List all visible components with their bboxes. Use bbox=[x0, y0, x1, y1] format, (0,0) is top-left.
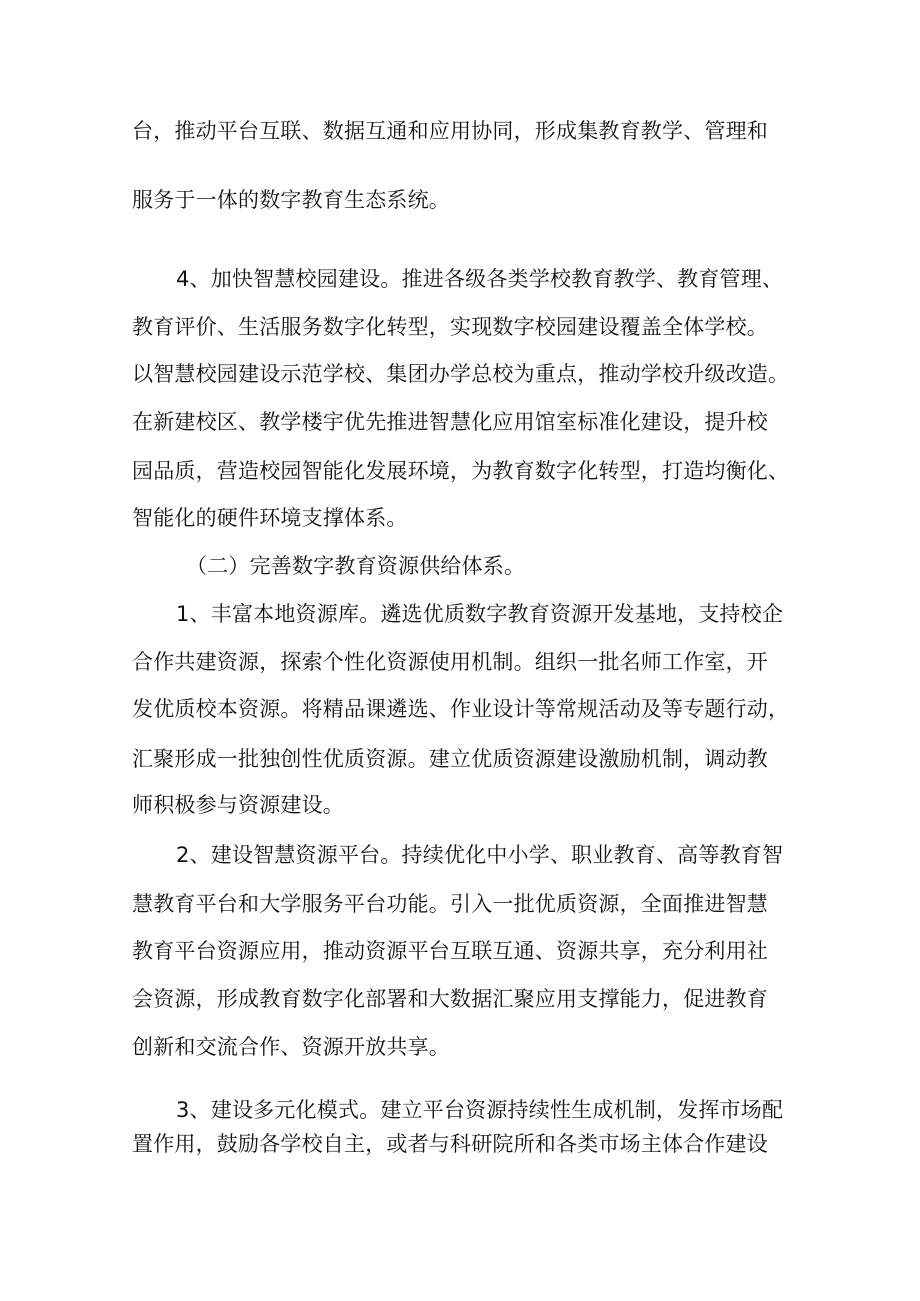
paragraph-line: 智能化的硬件环境支撑体系。 bbox=[132, 506, 408, 530]
paragraph-line: 在新建校区、教学楼宇优先推进智慧化应用馆室标准化建设，提升校 bbox=[132, 410, 768, 434]
paragraph-line: 1、丰富本地资源库。遴选优质数字教育资源开发基地，支持校企 bbox=[176, 602, 784, 626]
paragraph-line: 汇聚形成一批独创性优质资源。建立优质资源建设激励机制，调动教 bbox=[132, 747, 768, 771]
paragraph-line: 教育平台资源应用，推动资源平台互联互通、资源共享，充分利用社 bbox=[132, 939, 768, 963]
paragraph-line: 发优质校本资源。将精品课遴选、作业设计等常规活动及等专题行动， bbox=[132, 697, 790, 721]
paragraph-line: 3、建设多元化模式。建立平台资源持续性生成机制，发挥市场配 bbox=[176, 1098, 784, 1122]
paragraph-line: 合作共建资源，探索个性化资源使用机制。组织一批名师工作室，开 bbox=[132, 650, 768, 674]
paragraph-line: 4、加快智慧校园建设。推进各级各类学校教育教学、教育管理、 bbox=[176, 267, 784, 291]
paragraph-line: 置作用，鼓励各学校自主，或者与科研院所和各类市场主体合作建设 bbox=[132, 1132, 768, 1156]
paragraph-line: 服务于一体的数字教育生态系统。 bbox=[132, 188, 450, 212]
paragraph-line: 师积极参与资源建设。 bbox=[132, 793, 344, 817]
section-heading: （二）完善数字教育资源供给体系。 bbox=[186, 554, 526, 578]
paragraph-line: 2、建设智慧资源平台。持续优化中小学、职业教育、高等教育智 bbox=[176, 843, 784, 867]
paragraph-line: 以智慧校园建设示范学校、集团办学总校为重点，推动学校升级改造。 bbox=[132, 362, 790, 386]
paragraph-line: 会资源，形成教育数字化部署和大数据汇聚应用支撑能力，促进教育 bbox=[132, 987, 768, 1011]
paragraph-line: 慧教育平台和大学服务平台功能。引入一批优质资源，全面推进智慧 bbox=[132, 892, 768, 916]
paragraph-line: 园品质，营造校园智能化发展环境，为教育数字化转型，打造均衡化、 bbox=[132, 459, 790, 483]
paragraph-line: 创新和交流合作、资源开放共享。 bbox=[132, 1035, 450, 1059]
paragraph-line: 教育评价、生活服务数字化转型，实现数字校园建设覆盖全体学校。 bbox=[132, 315, 768, 339]
paragraph-line: 台，推动平台互联、数据互通和应用协同，形成集教育教学、管理和 bbox=[132, 119, 768, 143]
